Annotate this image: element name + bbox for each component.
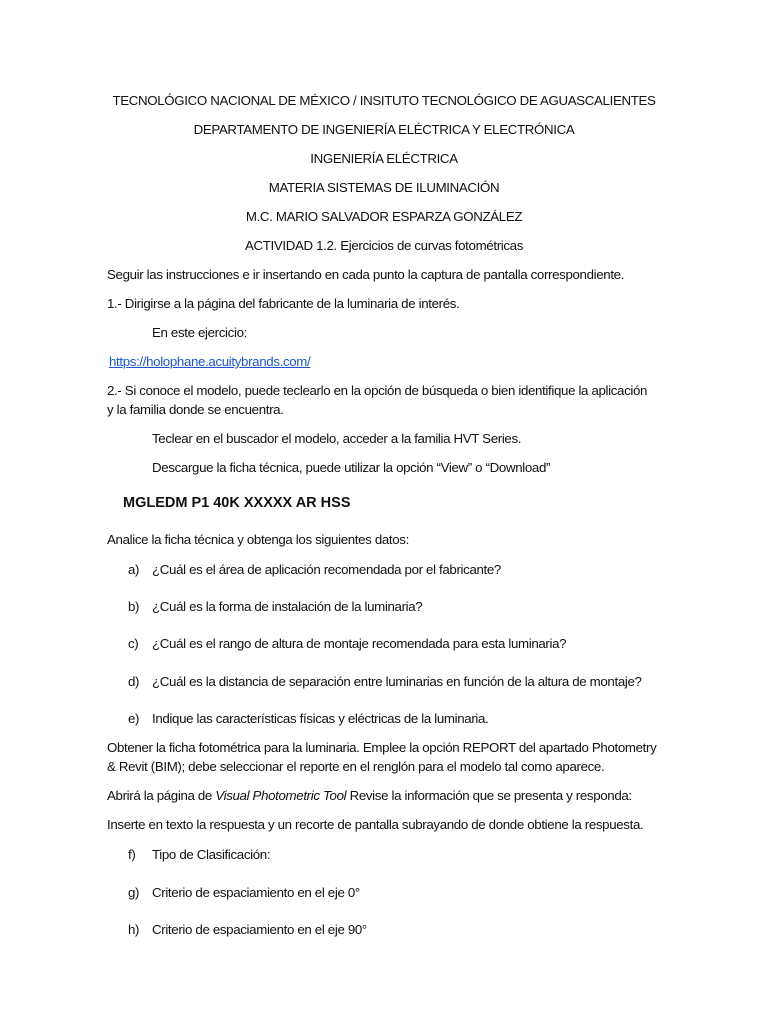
question-b xyxy=(128,599,422,614)
photometry-line-2: & Revit (BIM); debe seleccionar el reporte en el renglón para el modelo tal como aparece. xyxy=(107,759,605,774)
step-1-sub: En este ejercicio: xyxy=(152,325,247,340)
manufacturer-link[interactable]: https://holophane.acuitybrands.com/ xyxy=(109,354,311,369)
item-g xyxy=(128,885,360,900)
question-text: ¿Cuál es la forma de instalación de la luminaria? xyxy=(152,599,423,614)
vpt-prefix: Abrirá la página de xyxy=(107,788,216,803)
vpt-instruction xyxy=(107,788,632,803)
analyze-instruction: Analice la ficha técnica y obtenga los siguientes datos: xyxy=(107,532,409,547)
instructor-name: M.C. MARIO SALVADOR ESPARZA GONZÁLEZ xyxy=(245,209,523,224)
institution-title: TECNOLÓGICO NACIONAL DE MÉXICO / INSITUTO TECNOLÓGICO DE AGUASCALIENTES xyxy=(112,93,656,108)
photometry-line-1: Obtener la ficha fotométrica para la luminaria. Emplee la opción REPORT del apartado Photometry xyxy=(107,740,657,755)
vpt-suffix: Revise la información que se presenta y responda: xyxy=(346,788,632,803)
item-f xyxy=(128,847,270,862)
question-text: ¿Cuál es la distancia de separación entre luminarias en función de la altura de montaje? xyxy=(152,674,642,689)
item-h xyxy=(128,922,367,937)
step-2-line-1: 2.- Si conoce el modelo, puede teclearlo en la opción de búsqueda o bien identifique la aplicación xyxy=(107,383,648,398)
intro-paragraph: Seguir las instrucciones e ir insertando en cada punto la captura de pantalla correspondiente. xyxy=(107,267,625,282)
question-marker: c) xyxy=(128,636,139,651)
question-marker: d) xyxy=(128,674,140,689)
question-marker: a) xyxy=(128,562,140,577)
luminaire-model: MGLEDM P1 40K XXXXX AR HSS xyxy=(123,495,351,511)
item-marker: f) xyxy=(128,847,136,862)
step-2-sub-1: Teclear en el buscador el modelo, acceder a la familia HVT Series. xyxy=(152,431,522,446)
step-2-line-2: y la familia donde se encuentra. xyxy=(107,402,284,417)
question-text: ¿Cuál es el rango de altura de montaje recomendada para esta luminaria? xyxy=(152,636,567,651)
question-c xyxy=(128,636,566,651)
program-title: INGENIERÍA ELÉCTRICA xyxy=(310,151,458,166)
step-2-sub-2: Descargue la ficha técnica, puede utilizar la opción “View” o “Download” xyxy=(152,460,551,475)
question-marker: b) xyxy=(128,599,140,614)
insert-instruction: Inserte en texto la respuesta y un recorte de pantalla subrayando de donde obtiene la respuesta. xyxy=(107,817,644,832)
item-text: Criterio de espaciamiento en el eje 0° xyxy=(152,885,360,900)
question-d xyxy=(128,674,642,689)
activity-title: ACTIVIDAD 1.2. Ejercicios de curvas fotométricas xyxy=(244,238,524,253)
vpt-tool-name: Visual Photometric Tool xyxy=(215,788,347,803)
question-text: ¿Cuál es el área de aplicación recomendada por el fabricante? xyxy=(152,562,501,577)
question-e xyxy=(128,711,488,726)
step-1: 1.- Dirigirse a la página del fabricante de la luminaria de interés. xyxy=(107,296,460,311)
item-text: Criterio de espaciamiento en el eje 90° xyxy=(152,922,367,937)
item-marker: g) xyxy=(128,885,140,900)
item-text: Tipo de Clasificación: xyxy=(152,847,271,862)
department-title: DEPARTAMENTO DE INGENIERÍA ELÉCTRICA Y ELECTRÓNICA xyxy=(193,122,575,137)
question-a xyxy=(128,562,501,577)
course-title: MATERIA SISTEMAS DE ILUMINACIÓN xyxy=(268,180,500,195)
item-marker: h) xyxy=(128,922,140,937)
question-text: Indique las características físicas y eléctricas de la luminaria. xyxy=(152,711,489,726)
question-marker: e) xyxy=(128,711,140,726)
